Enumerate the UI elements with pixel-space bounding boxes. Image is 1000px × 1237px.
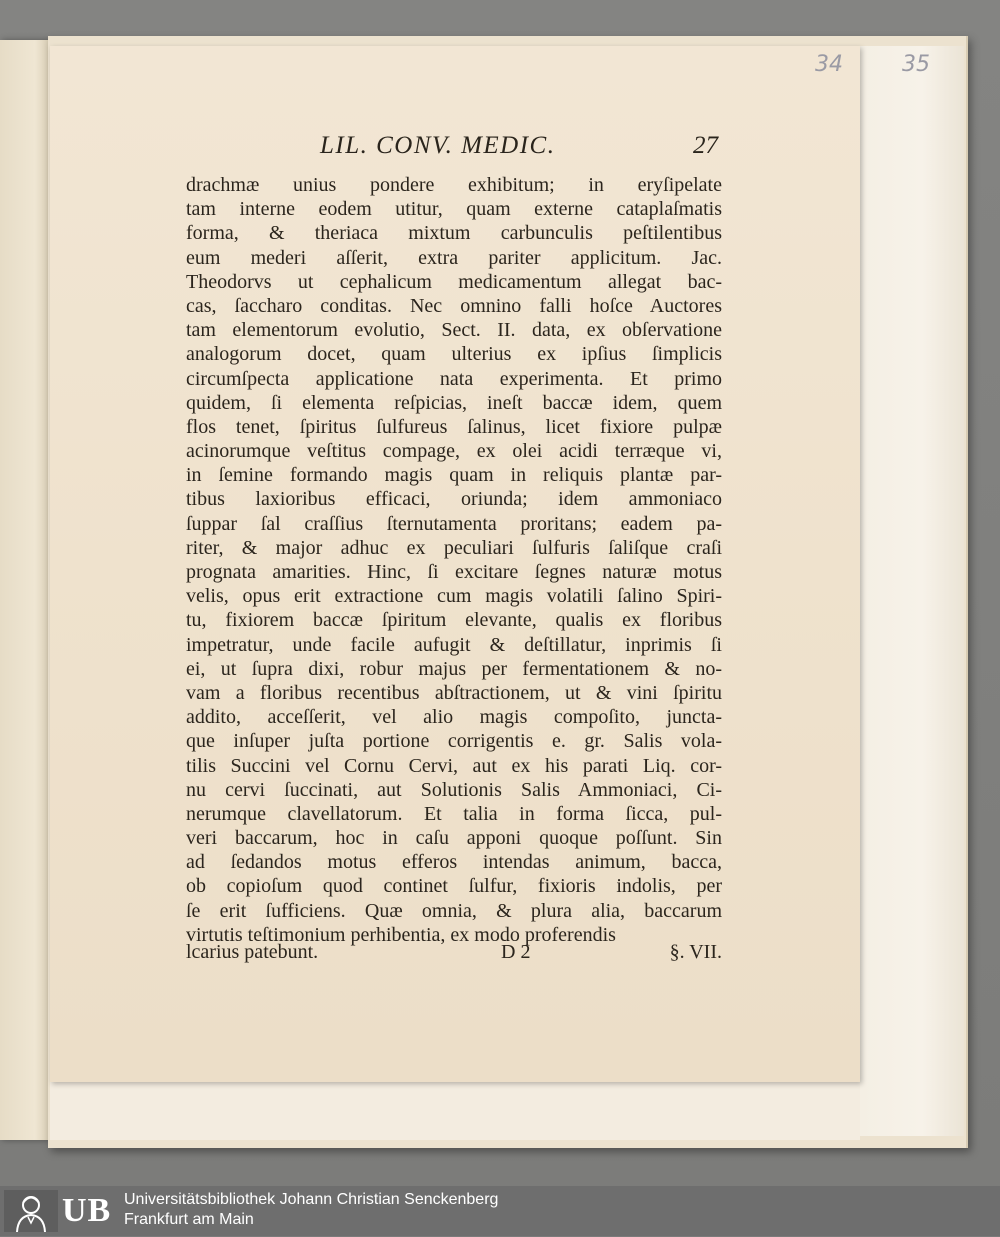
text-line: tu, fixiorem baccæ ſpiritum elevante, qualis ex floribus xyxy=(186,609,722,632)
text-line: eum mederi aſſerit, extra pariter applicitum. Jac. xyxy=(186,246,722,269)
text-line: ad ſedandos motus efferos intendas animum, bacca, xyxy=(186,851,722,874)
text-line: que inſuper juſta portione corrigentis e. gr. Salis vola- xyxy=(186,730,722,753)
text-line: impetratur, unde facile aufugit & deſtillatur, inprimis ſi xyxy=(186,633,722,656)
text-line: Theodorvs ut cephalicum medicamentum allegat bac- xyxy=(186,270,722,293)
text-line: nerumque clavellatorum. Et talia in forma ſicca, pul- xyxy=(186,802,722,825)
text-line: cas, ſaccharo conditas. Nec omnino falli hoſce Auctores xyxy=(186,294,722,317)
page-number: 27 xyxy=(693,132,718,159)
ub-logo[interactable] xyxy=(4,1190,116,1232)
text-line: riter, & major adhuc ex peculiari ſulfuris ſaliſque craſi xyxy=(186,536,722,559)
running-head: LIL. CONV. MEDIC. xyxy=(320,132,556,159)
library-banner xyxy=(0,1186,1000,1236)
text-line: acinorumque veſtitus compage, ex olei acidi terræque vi, xyxy=(186,440,722,463)
library-name: Universitätsbibliothek Johann Christian Senckenberg xyxy=(124,1191,499,1208)
text-line: tam elementorum evolutio, Sect. II. data, ex obſervatione xyxy=(186,319,722,342)
logo-text: UB xyxy=(62,1192,112,1229)
pencil-folio-right: 35 xyxy=(902,52,930,77)
catchword: §. VII. xyxy=(669,941,722,963)
text-line: tibus laxioribus efficaci, oriunda; idem ammoniaco xyxy=(186,488,722,511)
body-text xyxy=(186,173,722,947)
text-line: ob copioſum quod continet ſulfur, fixioris indolis, per xyxy=(186,875,722,898)
text-line: nu cervi ſuccinati, aut Solutionis Salis Ammoniaci, Ci- xyxy=(186,778,722,801)
final-words: lcarius patebunt. xyxy=(186,941,319,963)
text-line: veri baccarum, hoc in caſu apponi quoque poſſunt. Sin xyxy=(186,827,722,850)
text-line: velis, opus erit extractione cum magis volatili ſalino Spiri- xyxy=(186,585,722,608)
text-line: drachmæ unius pondere exhibitum; in eryſipelate xyxy=(186,174,722,196)
text-line: flos tenet, ſpiritus ſulfureus ſalinus, licet fixiore pulpæ xyxy=(186,415,722,438)
page-margin-strip xyxy=(860,46,964,1136)
text-line: circumſpecta applicatione nata experimenta. Et primo xyxy=(186,367,722,390)
library-city: Frankfurt am Main xyxy=(124,1211,254,1228)
page-bottom-strip xyxy=(50,1082,860,1140)
text-line: virtutis teſtimonium perhibentia, ex modo proferendis xyxy=(186,923,616,946)
text-line: tilis Succini vel Cornu Cervi, aut ex his parati Liq. cor- xyxy=(186,754,722,777)
text-line: in ſemine formando magis quam in reliquis plantæ par- xyxy=(186,464,722,487)
pencil-folio-left: 34 xyxy=(815,52,843,77)
text-line: quidem, ſi elementa reſpicias, ineſt baccæ idem, quem xyxy=(186,391,722,414)
text-line: tam interne eodem utitur, quam externe cataplaſmatis xyxy=(186,198,722,221)
text-line: forma, & theriaca mixtum carbunculis peſtilentibus xyxy=(186,222,722,245)
text-line: ei, ut ſupra dixi, robur majus per fermentationem & no- xyxy=(186,657,722,680)
text-line: vam a floribus recentibus abſtractionem, ut & vini ſpiritu xyxy=(186,681,722,704)
signature-mark: D 2 xyxy=(501,941,531,963)
page-footer xyxy=(186,941,722,967)
text-line: addito, acceſſerit, vel alio magis compoſito, juncta- xyxy=(186,706,722,729)
text-line: analogorum docet, quam ulterius ex ipſius ſimplicis xyxy=(186,343,722,366)
portrait-icon xyxy=(4,1190,58,1232)
text-line: ſe erit ſufficiens. Quæ omnia, & plura alia, baccarum xyxy=(186,899,722,922)
text-line: prognata amarities. Hinc, ſi excitare ſegnes naturæ motus xyxy=(186,561,722,583)
page-header xyxy=(320,132,718,164)
text-line: ſuppar ſal craſſius ſternutamenta proritans; eadem pa- xyxy=(186,512,722,535)
facing-page-edge xyxy=(0,40,50,1140)
